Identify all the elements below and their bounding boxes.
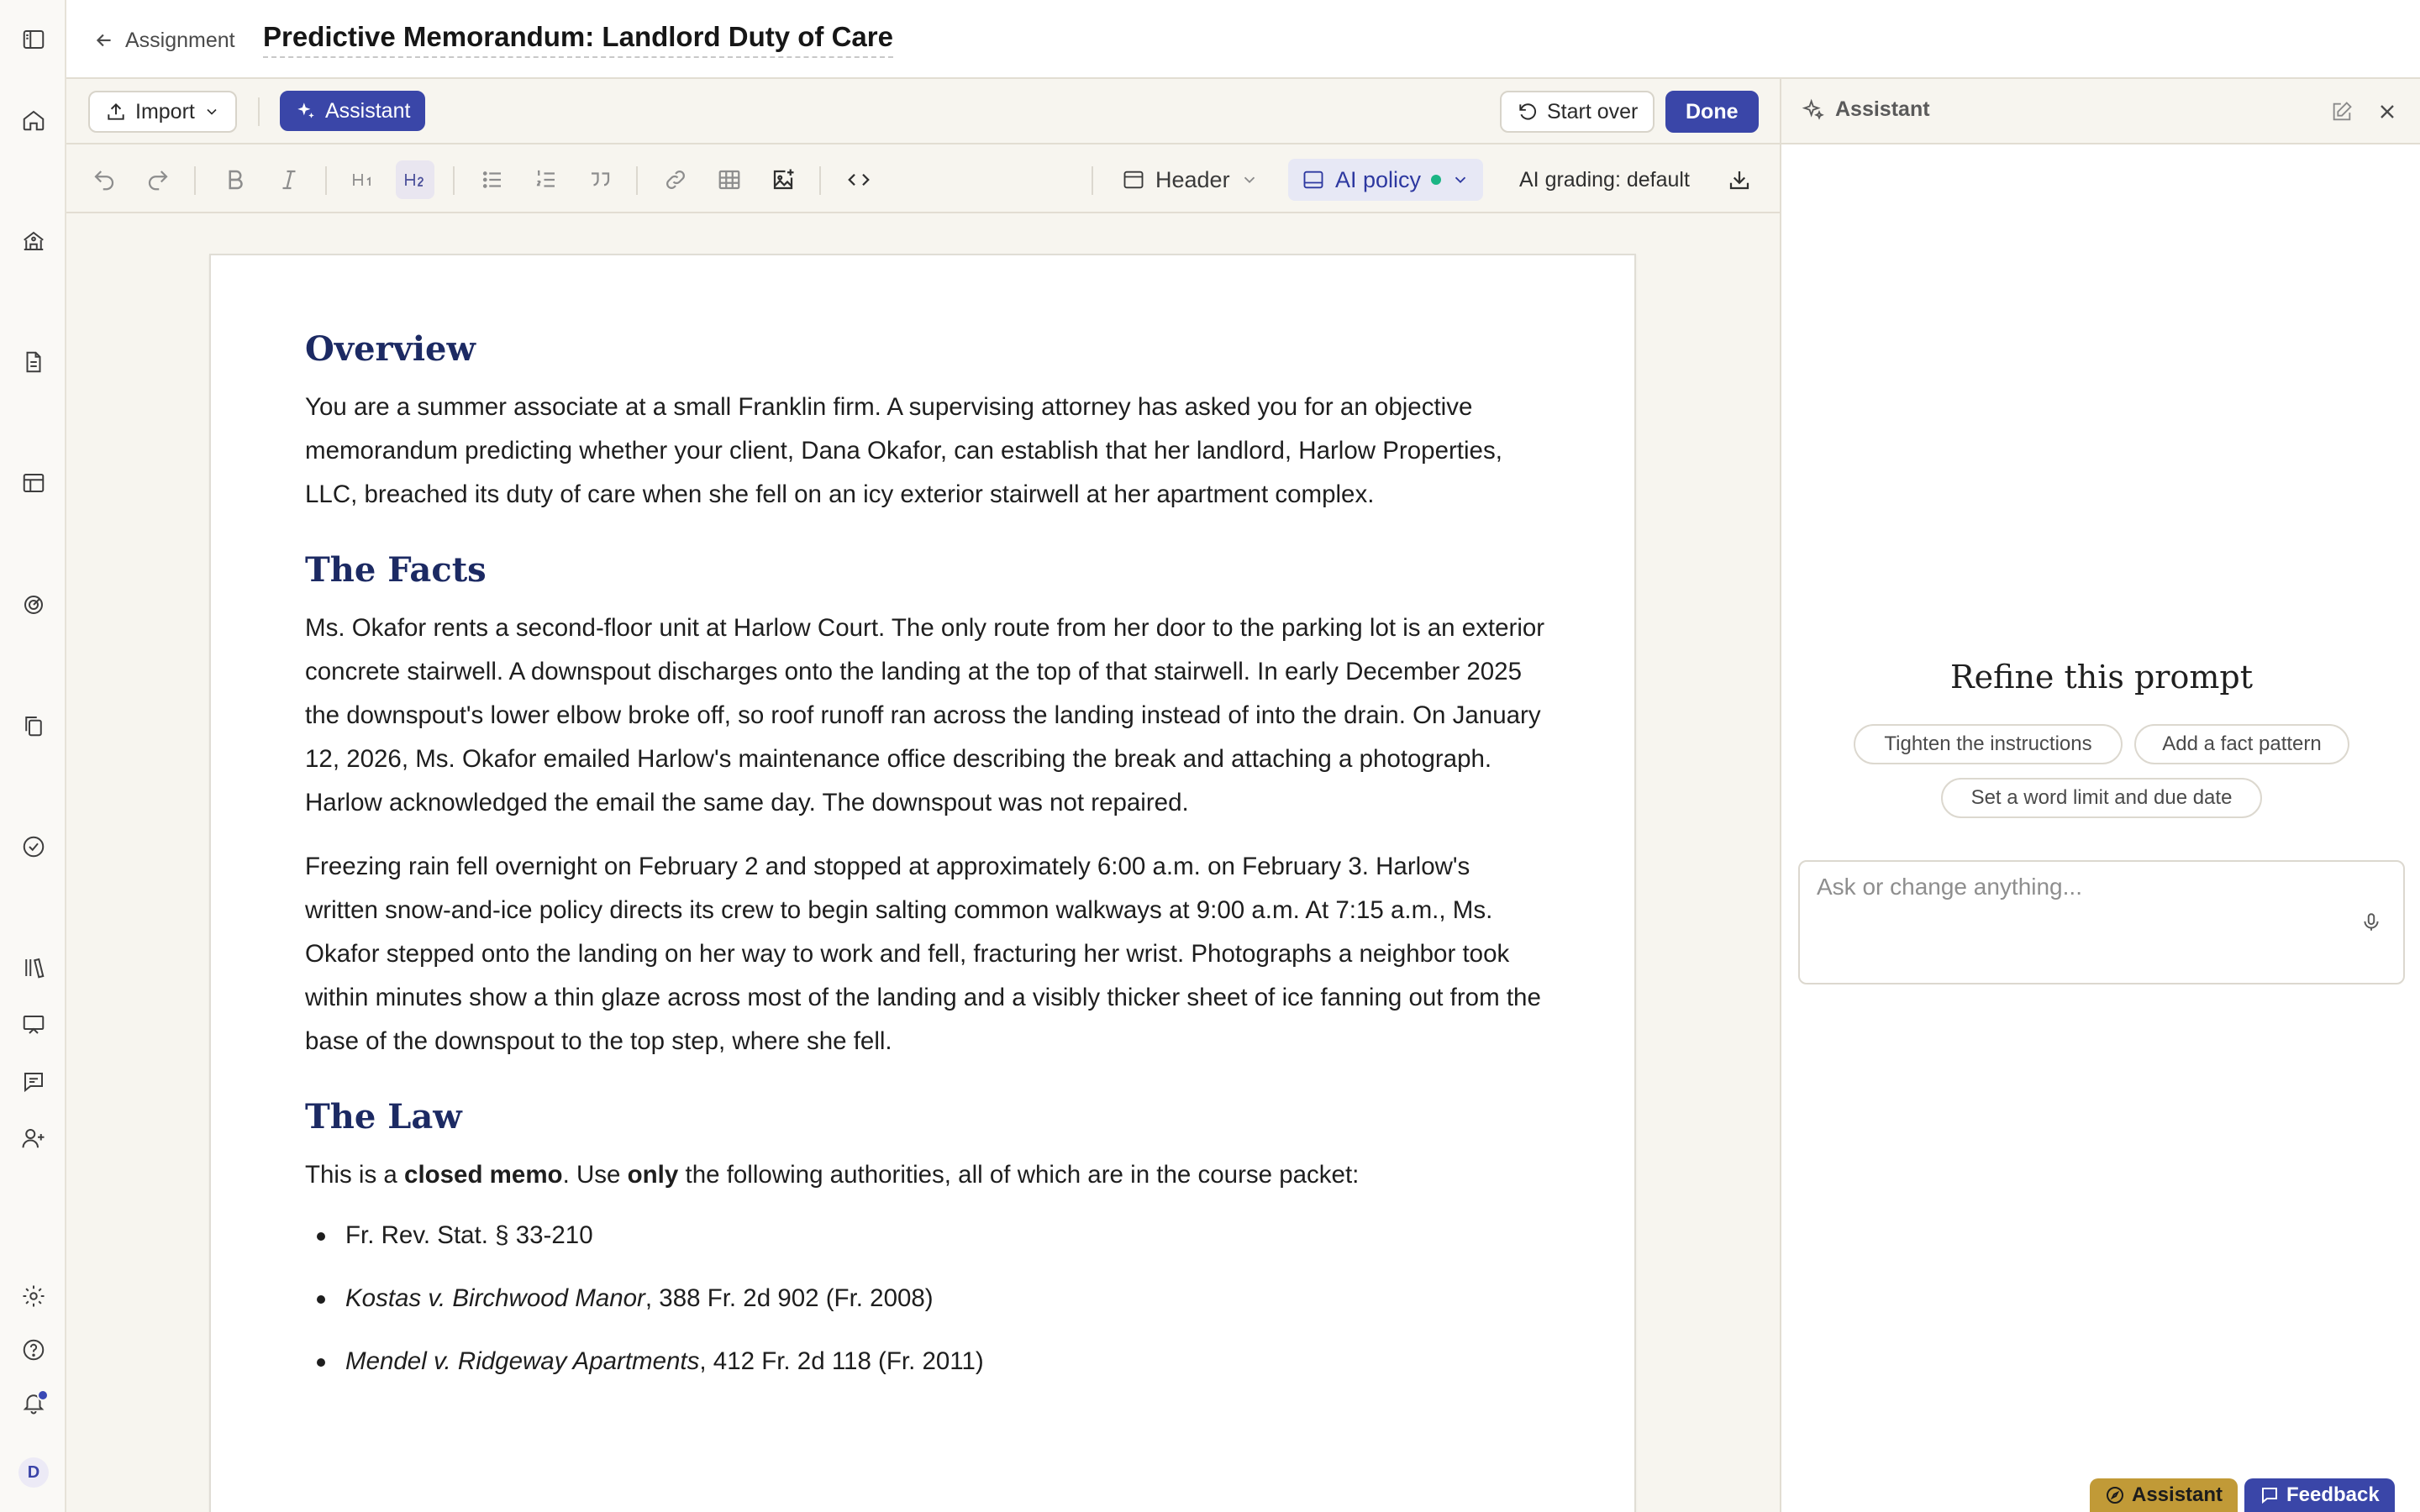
- message-icon[interactable]: [17, 1065, 50, 1099]
- sparkle-icon: [1802, 98, 1825, 122]
- page-title[interactable]: Predictive Memorandum: Landlord Duty of Care: [263, 21, 893, 58]
- floating-assistant-button[interactable]: [2090, 1478, 2238, 1512]
- arrow-left-icon: [93, 29, 115, 51]
- quote-icon[interactable]: [581, 160, 619, 199]
- left-nav-rail: [0, 0, 66, 1512]
- header-dropdown-label: Header: [1155, 166, 1230, 192]
- overview-paragraph: You are a summer associate at a small Franklin firm. A supervising attorney has asked you for an objective memorandum predicting whether your client, Dana Okafor, can establish that her landlord, Harlow Properties, LLC, breached its duty of care when she fell on an icy exterior stairwell at her apartment complex.: [305, 393, 1502, 508]
- layout-footer-icon: [1302, 168, 1325, 192]
- feedback-label: Feedback: [2286, 1483, 2380, 1506]
- list-item: Mendel v. Ridgeway Apartments, 412 Fr. 2d 118 (Fr. 2011): [305, 1340, 1549, 1383]
- import-button[interactable]: [88, 91, 237, 133]
- refine-title: Refine this prompt: [1950, 659, 2253, 696]
- toolbar-divider: [453, 166, 455, 195]
- home-icon[interactable]: [17, 103, 50, 137]
- bell-icon[interactable]: [17, 1386, 50, 1420]
- institution-icon[interactable]: [17, 224, 50, 258]
- add-user-icon[interactable]: [17, 1121, 50, 1155]
- document-icon[interactable]: [17, 345, 50, 379]
- facts-paragraph-1: Ms. Okafor rents a second-floor unit at Harlow Court. The only route from her door to the parking lot is an exterior concrete stairwell. A downspout discharges onto the landing at the top of that stairwell. In early December 2025 the downspout's lower elbow broke off, so roof runoff ran across the landing instead of into the drain. On January 12, 2026, Ms. Okafor emailed Harlow's maintenance office describing the break and attaching a photograph. Harlow acknowledged the email the same day. The downspout was not repaired.: [305, 614, 1545, 816]
- start-over-button[interactable]: [1500, 91, 1655, 133]
- sparkle-icon: [295, 100, 317, 122]
- authorities-list: [305, 1214, 1549, 1383]
- ask-box: [1798, 860, 2405, 984]
- toolbar-divider: [194, 166, 196, 195]
- undo-icon[interactable]: [85, 160, 124, 199]
- overview-heading: Overview: [305, 329, 476, 369]
- back-link[interactable]: [93, 24, 235, 57]
- toolbar-divider: [325, 166, 327, 195]
- divider: [258, 97, 260, 126]
- back-link-label: Assignment: [125, 28, 235, 52]
- assistant-panel: [1780, 79, 2420, 1512]
- gear-icon[interactable]: [17, 1279, 50, 1313]
- assistant-panel-title: [1802, 97, 1930, 122]
- action-bar: [66, 79, 1780, 144]
- law-intro-paragraph: This is a closed memo. Use only the following authorities, all of which are in the course packet:: [305, 1161, 1360, 1189]
- facts-heading: The Facts: [305, 550, 487, 590]
- floating-assistant-label: Assistant: [2132, 1483, 2223, 1506]
- suggestion-chip[interactable]: Tighten the instructions: [1854, 724, 2123, 764]
- sidebar-toggle-icon[interactable]: [17, 23, 50, 56]
- new-chat-icon[interactable]: [2328, 97, 2356, 126]
- message-square-icon: [2260, 1485, 2280, 1505]
- notification-dot: [37, 1389, 49, 1401]
- ask-input[interactable]: [1817, 872, 2338, 902]
- redo-icon[interactable]: [139, 160, 177, 199]
- status-dot: [1431, 175, 1441, 185]
- toolbar-divider: [819, 166, 821, 195]
- italic-icon[interactable]: [270, 160, 308, 199]
- layout-header-icon: [1122, 168, 1145, 192]
- done-button[interactable]: Done: [1665, 91, 1759, 133]
- facts-paragraph-2: Freezing rain fell overnight on February 2 and stopped at approximately 6:00 a.m. on February 3. Harlow's written snow-and-ice policy directs its crew to begin salting common walkways at 9:00 a.m. At 7:15 a.m., Ms. Okafor stepped onto the landing on her way to work and fell, fracturing her wrist. Photographs a neighbor took within minutes show a thin glaze across most of the landing and a visibly thicker sheet of ice fanning out from the base of the downspout to the top step, where she fell.: [305, 853, 1541, 1055]
- microphone-icon[interactable]: [2358, 909, 2385, 936]
- editor-canvas: [66, 213, 1780, 1512]
- assistant-button-label: Assistant: [325, 98, 411, 123]
- analytics-icon[interactable]: [17, 588, 50, 622]
- compass-icon: [2105, 1485, 2125, 1505]
- editor-toolbar: [66, 144, 1780, 213]
- library-icon[interactable]: [17, 951, 50, 984]
- ai-grading-label[interactable]: AI grading: default: [1519, 168, 1690, 192]
- feedback-button[interactable]: [2244, 1478, 2395, 1512]
- code-icon[interactable]: [839, 160, 878, 199]
- numbered-list-icon[interactable]: [527, 160, 566, 199]
- toolbar-divider: [1092, 166, 1093, 195]
- link-icon[interactable]: [656, 160, 695, 199]
- start-over-label: Start over: [1547, 99, 1639, 123]
- import-label: Import: [135, 99, 195, 123]
- copy-icon[interactable]: [17, 709, 50, 743]
- law-heading: The Law: [305, 1097, 462, 1137]
- top-header: [66, 0, 2420, 79]
- heading2-icon[interactable]: [396, 160, 434, 199]
- list-item: Kostas v. Birchwood Manor, 388 Fr. 2d 902 (Fr. 2008): [305, 1277, 1549, 1320]
- help-icon[interactable]: [17, 1333, 50, 1367]
- rotate-ccw-icon: [1517, 101, 1539, 123]
- chevron-down-icon: [203, 103, 220, 120]
- check-circle-icon[interactable]: [17, 830, 50, 864]
- download-icon[interactable]: [1720, 160, 1759, 199]
- presentation-icon[interactable]: [17, 1008, 50, 1042]
- image-insert-icon[interactable]: [764, 160, 802, 199]
- heading1-icon[interactable]: [344, 160, 382, 199]
- assistant-title-label: Assistant: [1835, 97, 1930, 121]
- upload-icon: [105, 101, 127, 123]
- avatar[interactable]: D: [18, 1457, 49, 1488]
- table-icon[interactable]: [17, 466, 50, 500]
- document-page[interactable]: [209, 254, 1636, 1512]
- chevron-down-icon: [1451, 171, 1470, 189]
- header-dropdown[interactable]: [1108, 159, 1272, 201]
- bullet-list-icon[interactable]: [473, 160, 512, 199]
- suggestion-chip[interactable]: Set a word limit and due date: [1941, 778, 2262, 818]
- suggestion-chip[interactable]: Add a fact pattern: [2134, 724, 2349, 764]
- chevron-down-icon: [1240, 171, 1259, 189]
- ai-policy-label: AI policy: [1335, 166, 1422, 192]
- bold-icon[interactable]: [216, 160, 255, 199]
- document-body[interactable]: [305, 329, 1549, 1403]
- toolbar-divider: [636, 166, 638, 195]
- ai-policy-dropdown[interactable]: [1288, 159, 1483, 201]
- close-icon[interactable]: [2373, 97, 2402, 126]
- assistant-panel-header: [1781, 79, 2420, 144]
- list-item: Fr. Rev. Stat. § 33-210: [305, 1214, 1549, 1257]
- assistant-button[interactable]: [280, 91, 425, 131]
- table-insert-icon[interactable]: [710, 160, 749, 199]
